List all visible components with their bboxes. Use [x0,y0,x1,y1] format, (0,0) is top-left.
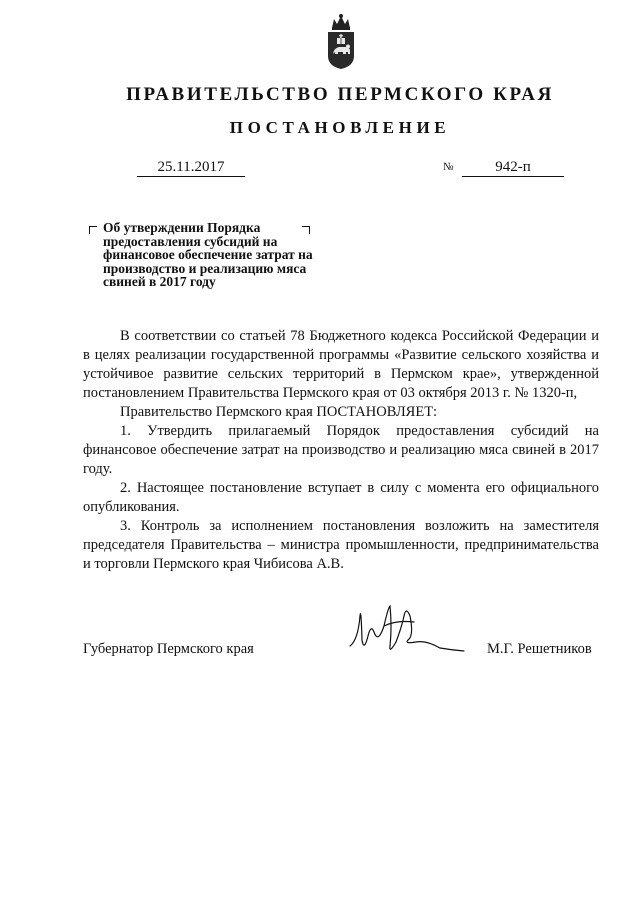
coat-of-arms-icon [323,12,359,70]
document-type-title: ПОСТАНОВЛЕНИЕ [229,118,451,137]
body-paragraph: 1. Утвердить прилагаемый Порядок предоставления субсидий на финансовое обеспечение затрат на производство и реализацию мяса свиней в 2017 году. [83,423,599,477]
body-paragraph: Правительство Пермского края ПОСТАНОВЛЯЕТ: [120,404,438,420]
document-date: 25.11.2017 [137,158,245,177]
handwritten-signature-icon [344,596,468,662]
signer-position: Губернатор Пермского края [83,641,254,657]
body-paragraph: 3. Контроль за исполнением постановления возложить на заместителя председателя Правительства – министра промышленности, предпринимательства и торговли Пермского края Чибисова А.В. [83,518,599,572]
body-paragraph: В соответствии со статьей 78 Бюджетного кодекса Российской Федерации и в целях реализации государственной программы «Развитие сельского хозяйства и устойчивое развитие сельских территорий в Пермском крае», утвержденной постановлением Правительства Пермского края от 03 октября 2013 г. № 1320-п, [83,328,599,401]
document-number: 942-п [462,158,564,177]
document-body [83,327,599,574]
document-number-label: № [443,161,454,173]
organization-title: ПРАВИТЕЛЬСТВО ПЕРМСКОГО КРАЯ [126,84,554,105]
body-paragraph: 2. Настоящее постановление вступает в силу с момента его официального опубликования. [83,480,599,515]
signer-name: М.Г. Решетников [487,641,592,657]
document-subject: Об утверждении Порядка предоставления субсидий на финансовое обеспечение затрат на производство и реализацию мяса свиней в 2017 году [103,220,313,289]
subject-bracket-left [89,226,97,234]
